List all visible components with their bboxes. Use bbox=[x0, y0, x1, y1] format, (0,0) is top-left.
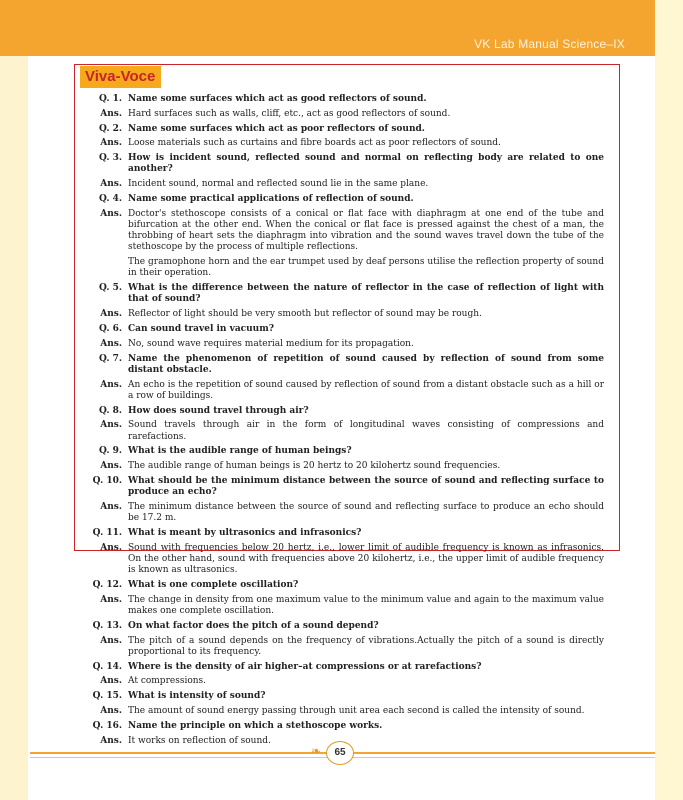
answer-row bbox=[86, 706, 604, 717]
question-number: Q. 14. bbox=[92, 661, 122, 672]
answer-row bbox=[86, 420, 604, 442]
answer-text: The minimum distance between the source of sound and reflecting surface to produce an echo should be 17.2 m. bbox=[128, 501, 604, 524]
question-text: How is incident sound, reflected sound and normal on reflecting body are related to one another? bbox=[128, 153, 604, 175]
right-margin bbox=[655, 0, 683, 800]
question-row bbox=[86, 94, 604, 105]
answer-row bbox=[86, 502, 604, 524]
answer-text: The amount of sound energy passing through unit area each second is called the intensity of sound. bbox=[128, 705, 585, 716]
question-row bbox=[86, 476, 604, 498]
question-number: Q. 16. bbox=[92, 720, 122, 731]
answer-row bbox=[86, 461, 604, 472]
question-row bbox=[86, 194, 604, 205]
question-text: What is one complete oscillation? bbox=[128, 579, 299, 590]
question-row bbox=[86, 153, 604, 175]
answer-label: Ans. bbox=[100, 420, 122, 431]
question-number: Q. 13. bbox=[92, 620, 122, 631]
question-text: What is intensity of sound? bbox=[128, 691, 266, 702]
answer-text: An echo is the repetition of sound caused by reflection of sound from a distant obstacle such as a hill or a row of buildings. bbox=[128, 379, 604, 401]
question-number: Q. 1. bbox=[98, 94, 122, 104]
page-number: 65 bbox=[326, 741, 354, 765]
question-number: Q. 7. bbox=[98, 353, 122, 364]
answer-label: Ans. bbox=[100, 635, 122, 646]
question-number: Q. 4. bbox=[98, 193, 122, 204]
question-number: Q. 12. bbox=[92, 579, 122, 590]
answer-label: Ans. bbox=[100, 705, 122, 716]
question-text: How does sound travel through air? bbox=[128, 405, 309, 416]
answer-text: The audible range of human beings is 20 hertz to 20 kilohertz sound frequencies. bbox=[128, 461, 501, 472]
question-row bbox=[86, 721, 604, 732]
answer-text: Incident sound, normal and reflected sound lie in the same plane. bbox=[128, 179, 429, 190]
answer-label: Ans. bbox=[100, 461, 122, 472]
answer-text: Reflector of light should be very smooth but reflector of sound may be rough. bbox=[128, 309, 482, 320]
question-row bbox=[86, 580, 604, 591]
answer-label: Ans. bbox=[100, 309, 122, 320]
answer-text: It works on reflection of sound. bbox=[128, 735, 271, 746]
answer-label: Ans. bbox=[100, 501, 122, 512]
question-row bbox=[86, 354, 604, 376]
section-title: Viva-Voce bbox=[80, 66, 161, 88]
question-text: What is the audible range of human beings? bbox=[128, 446, 352, 457]
answer-text: Doctor's stethoscope consists of a conical or flat face with diaphragm at one end of the tube and bifurcation at the other end. When the conical or flat face is pressed against the chest of a man, the throbbing of heart sets the diaphragm into vibration and the sound waves travel down the tube of the stethoscope by the process of multiple reflections. bbox=[128, 208, 604, 253]
question-text: Name some practical applications of reflection of sound. bbox=[128, 193, 414, 204]
answer-row bbox=[86, 257, 604, 279]
question-text: Name some surfaces which act as poor reflectors of sound. bbox=[128, 123, 425, 134]
question-row bbox=[86, 406, 604, 417]
answer-text: Sound travels through air in the form of longitudinal waves consisting of compressions and rarefactions. bbox=[128, 420, 604, 442]
question-text: Name the phenomenon of repetition of sound caused by reflection of sound from some distant obstacle. bbox=[128, 353, 604, 375]
answer-text: At compressions. bbox=[128, 676, 207, 687]
question-row bbox=[86, 324, 604, 335]
answer-label: Ans. bbox=[100, 594, 122, 605]
answer-row bbox=[86, 380, 604, 402]
answer-row bbox=[86, 109, 604, 120]
question-text: Can sound travel in vacuum? bbox=[128, 323, 275, 334]
answer-row bbox=[86, 543, 604, 577]
answer-text: Hard surfaces such as walls, cliff, etc., act as good reflectors of sound. bbox=[128, 108, 451, 119]
question-number: Q. 15. bbox=[92, 691, 122, 702]
answer-row bbox=[86, 595, 604, 617]
answer-label: Ans. bbox=[100, 338, 122, 349]
answer-label: Ans. bbox=[100, 676, 122, 687]
answer-row bbox=[86, 339, 604, 350]
question-text: Name the principle on which a stethoscope works. bbox=[128, 720, 383, 731]
answer-text: The pitch of a sound depends on the frequency of vibrations.Actually the pitch of a sound is directly proportional to its frequency. bbox=[128, 635, 604, 657]
answer-label: Ans. bbox=[100, 108, 122, 119]
question-row bbox=[86, 124, 604, 135]
question-row bbox=[86, 691, 604, 702]
answer-row bbox=[86, 676, 604, 687]
question-number: Q. 3. bbox=[98, 153, 122, 164]
question-row bbox=[86, 621, 604, 632]
question-row bbox=[86, 446, 604, 457]
question-number: Q. 9. bbox=[98, 446, 122, 457]
answer-row bbox=[86, 309, 604, 320]
answer-text: Loose materials such as curtains and fibre boards act as poor reflectors of sound. bbox=[128, 138, 501, 149]
question-number: Q. 5. bbox=[98, 283, 122, 294]
answer-label bbox=[86, 257, 128, 279]
question-number: Q. 8. bbox=[98, 405, 122, 416]
question-text: What should be the minimum distance between the source of sound and reflecting surface to produce an echo? bbox=[128, 475, 604, 498]
question-number: Q. 10. bbox=[92, 475, 122, 486]
answer-label: Ans. bbox=[100, 208, 122, 219]
answer-label: Ans. bbox=[100, 542, 122, 553]
footer-ornament-icon: ❧ bbox=[311, 744, 322, 758]
answer-row bbox=[86, 179, 604, 190]
question-number: Q. 2. bbox=[98, 123, 122, 134]
question-row bbox=[86, 528, 604, 539]
answer-label: Ans. bbox=[100, 735, 122, 746]
answer-text: The change in density from one maximum value to the minimum value and again to the maximum value makes one complete oscillation. bbox=[128, 594, 604, 616]
question-row bbox=[86, 662, 604, 673]
question-number: Q. 11. bbox=[92, 527, 122, 538]
answer-text: No, sound wave requires material medium for its propagation. bbox=[128, 338, 414, 349]
answer-label: Ans. bbox=[100, 179, 122, 190]
answer-row bbox=[86, 636, 604, 658]
answer-label: Ans. bbox=[100, 379, 122, 390]
answer-text: The gramophone horn and the ear trumpet used by deaf persons utilise the reflection property of sound in their operation. bbox=[128, 257, 604, 279]
question-row bbox=[86, 283, 604, 305]
answer-row bbox=[86, 138, 604, 149]
question-text: On what factor does the pitch of a sound depend? bbox=[128, 620, 379, 631]
question-text: Name some surfaces which act as good reflectors of sound. bbox=[128, 94, 427, 104]
left-margin bbox=[0, 0, 28, 800]
book-title: VK Lab Manual Science–IX bbox=[474, 37, 625, 51]
qa-list bbox=[86, 94, 604, 750]
answer-text: Sound with frequencies below 20 hertz, i.e., lower limit of audible frequency is known as infrasonics. On the other hand, sound with frequencies above 20 kilohertz, i.e., the upper limit of audible frequency is known as ultrasonics. bbox=[128, 542, 604, 576]
question-text: What is meant by ultrasonics and infrasonics? bbox=[128, 527, 362, 538]
answer-label: Ans. bbox=[100, 138, 122, 149]
question-number: Q. 6. bbox=[98, 323, 122, 334]
question-text: What is the difference between the nature of reflector in the case of reflection of light with that of sound? bbox=[128, 283, 604, 305]
answer-row bbox=[86, 209, 604, 254]
question-text: Where is the density of air higher–at compressions or at rarefactions? bbox=[128, 661, 482, 672]
